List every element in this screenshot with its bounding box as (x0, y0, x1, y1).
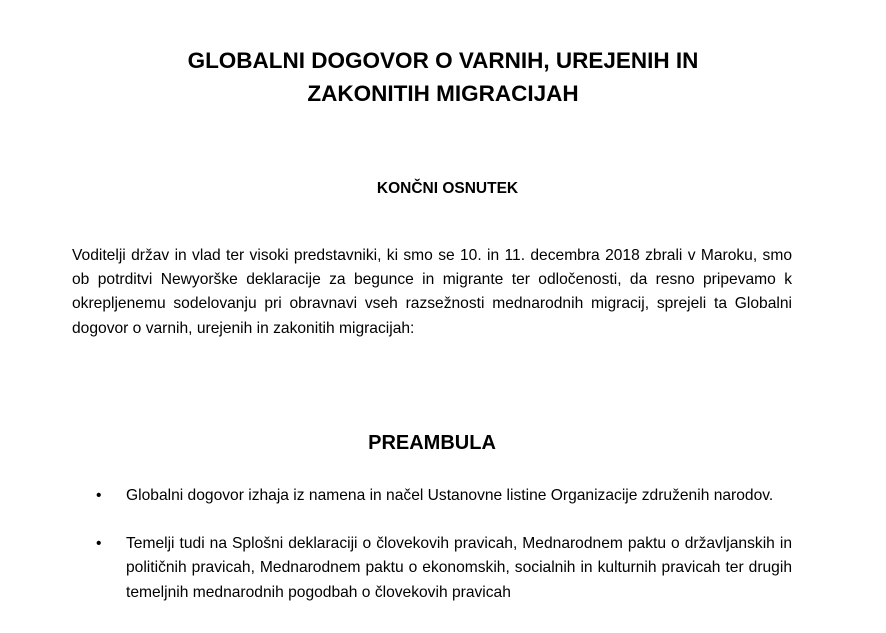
bullet-icon: • (96, 535, 102, 553)
document-title (0, 44, 886, 110)
document-title-line-2: ZAKONITIH MIGRACIJAH (307, 81, 579, 106)
section-heading-preamble: PREAMBULA (368, 432, 496, 454)
list-item (96, 532, 792, 605)
list-item (96, 484, 792, 508)
intro-paragraph: Voditelji držav in vlad ter visoki predstavniki, ki smo se 10. in 11. decembra 2018 zbrali v Maroku, smo ob potrditvi Newyorške deklaracije za begunce in migrante ter odločenosti, da resno pripevamo k okrepljenemu sodelovanju pri obravnavi vseh razsežnosti mednarodnih migracij, sprejeli ta Globalni dogovor o varnih, urejenih in zakonitih migracijah: (72, 247, 792, 337)
bullet-icon: • (96, 487, 102, 504)
bullet-text: Globalni dogovor izhaja iz namena in načel Ustanovne listine Organizacije združenih narodov. (126, 487, 774, 504)
bullet-text: Temelji tudi na Splošni deklaraciji o človekovih pravicah, Mednarodnem paktu o državljanskih in političnih pravicah, Mednarodnem paktu o ekonomskih, socialnih in kulturnih pravicah ter drugih temeljnih mednarodnih pogodbah o človekovih pravicah (126, 535, 792, 601)
preamble-bullet-list (96, 484, 792, 629)
document-title-line-1: GLOBALNI DOGOVOR O VARNIH, UREJENIH IN (187, 48, 699, 73)
document-subtitle: KONČNI OSNUTEK (376, 180, 519, 197)
